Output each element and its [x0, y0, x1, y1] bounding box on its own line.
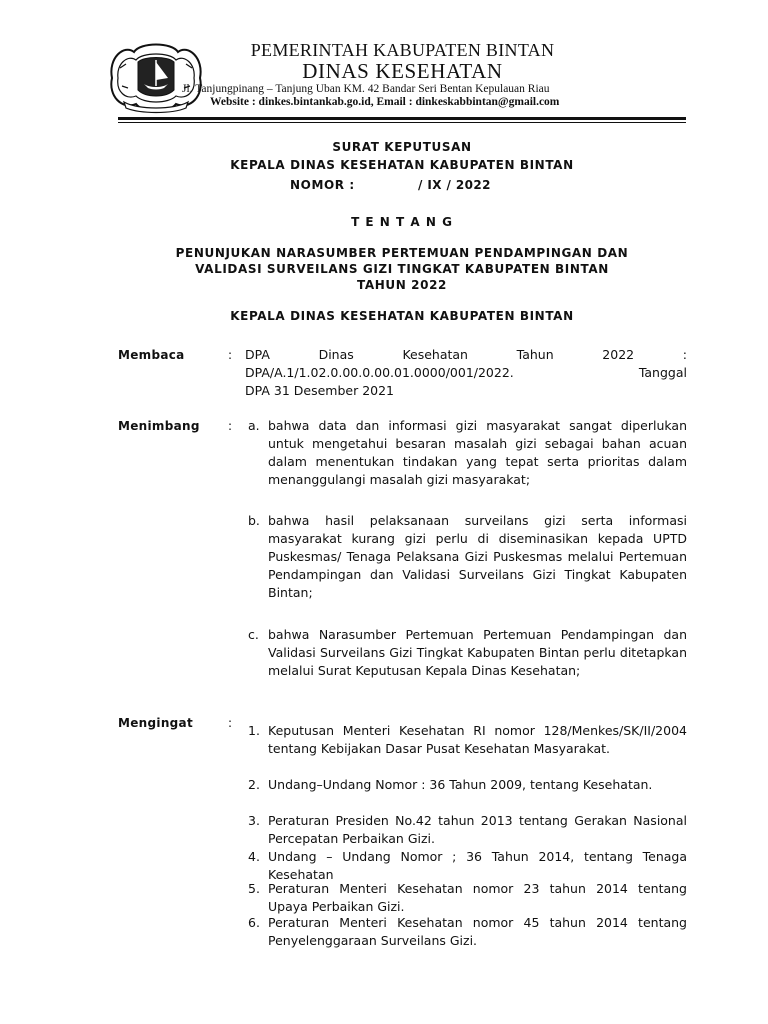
membaca-label: Membaca: [118, 348, 185, 362]
letterhead-rule-thin: [118, 122, 686, 123]
subject-line-3: TAHUN 2022: [357, 278, 447, 292]
menimbang-colon: :: [228, 419, 233, 433]
tentang-heading: T E N T A N G: [351, 215, 453, 229]
subject-line-2: VALIDASI SURVEILANS GIZI TINGKAT KABUPATEN BINTAN: [195, 262, 609, 276]
item-text: bahwa data dan informasi gizi masyarakat sangat diperlukan untuk mengetahui besaran masalah gizi sebagai bahan acuan dalam menentukan tindakan yang tepat serta prioritas dalam menanggulangi masalah gizi masyarakat;: [268, 418, 687, 487]
letterhead-rule-thick: [118, 117, 686, 120]
item-marker: 6.: [248, 915, 260, 930]
letterhead-agency: DINAS KESEHATAN: [302, 59, 503, 83]
item-text: Keputusan Menteri Kesehatan RI nomor 128/Menkes/SK/II/2004 tentang Kebijakan Dasar Pusat Kesehatan Masyarakat.: [268, 723, 687, 756]
decree-number-label: NOMOR :: [290, 178, 355, 192]
item-marker: 2.: [248, 777, 260, 792]
membaca-line-3: DPA 31 Desember 2021: [245, 383, 395, 398]
membaca-colon: :: [228, 348, 233, 362]
membaca-line-2: DPA/A.1/1.02.0.00.0.00.01.0000/001/2022. Tanggal: [245, 365, 687, 380]
letterhead-address: Jl. Tanjungpinang – Tanjung Uban KM. 42 Bandar Seri Bentan Kepulauan Riau: [182, 83, 550, 95]
item-marker: 5.: [248, 881, 260, 896]
item-text: Peraturan Presiden No.42 tahun 2013 tentang Gerakan Nasional Percepatan Perbaikan Gizi.: [268, 813, 687, 846]
item-marker: 4.: [248, 849, 260, 864]
membaca-text: [245, 346, 687, 400]
mengingat-label: Mengingat: [118, 716, 193, 730]
issuer-heading: KEPALA DINAS KESEHATAN KABUPATEN BINTAN: [230, 309, 574, 323]
item-text: Peraturan Menteri Kesehatan nomor 23 tahun 2014 tentang Upaya Perbaikan Gizi.: [268, 881, 687, 914]
item-marker: c.: [248, 627, 259, 642]
letterhead-contact: Website : dinkes.bintankab.go.id, Email : dinkeskabbintan@gmail.com: [210, 96, 560, 108]
item-text: Peraturan Menteri Kesehatan nomor 45 tahun 2014 tentang Penyelenggaraan Surveilans Gizi.: [268, 915, 687, 948]
item-marker: b.: [248, 513, 260, 528]
item-marker: 1.: [248, 723, 260, 738]
item-marker: 3.: [248, 813, 260, 828]
membaca-line-1: DPA Dinas Kesehatan Tahun 2022 :: [245, 347, 687, 362]
menimbang-label: Menimbang: [118, 419, 200, 433]
item-text: bahwa hasil pelaksanaan surveilans gizi serta informasi masyarakat kurang gizi perlu di diseminasikan kepada UPTD Puskesmas/ Tenaga Pelaksana Gizi Puskesmas melalui Pertemuan Pendampingan dan Validasi Surveilans Gizi Tingkat Kabupaten Bintan;: [268, 513, 687, 600]
decree-number-row: [118, 178, 686, 194]
item-text: Undang–Undang Nomor : 36 Tahun 2009, tentang Kesehatan.: [268, 777, 653, 792]
item-marker: a.: [248, 418, 260, 433]
decree-number-value: / IX / 2022: [418, 178, 491, 192]
item-text: Undang – Undang Nomor ; 36 Tahun 2014, tentang Tenaga Kesehatan: [268, 849, 687, 882]
mengingat-colon: :: [228, 716, 233, 730]
subject-line-1: PENUNJUKAN NARASUMBER PERTEMUAN PENDAMPINGAN DAN: [175, 246, 629, 260]
decree-title: SURAT KEPUTUSAN: [332, 140, 472, 154]
decree-issuer-title: KEPALA DINAS KESEHATAN KABUPATEN BINTAN: [230, 158, 574, 172]
regency-crest-logo: [104, 38, 208, 118]
item-text: bahwa Narasumber Pertemuan Pertemuan Pendampingan dan Validasi Surveilans Gizi Tingkat Kabupaten Bintan perlu ditetapkan melalui Surat Keputusan Kepala Dinas Kesehatan;: [268, 627, 687, 678]
letterhead-government: PEMERINTAH KABUPATEN BINTAN: [250, 40, 555, 60]
